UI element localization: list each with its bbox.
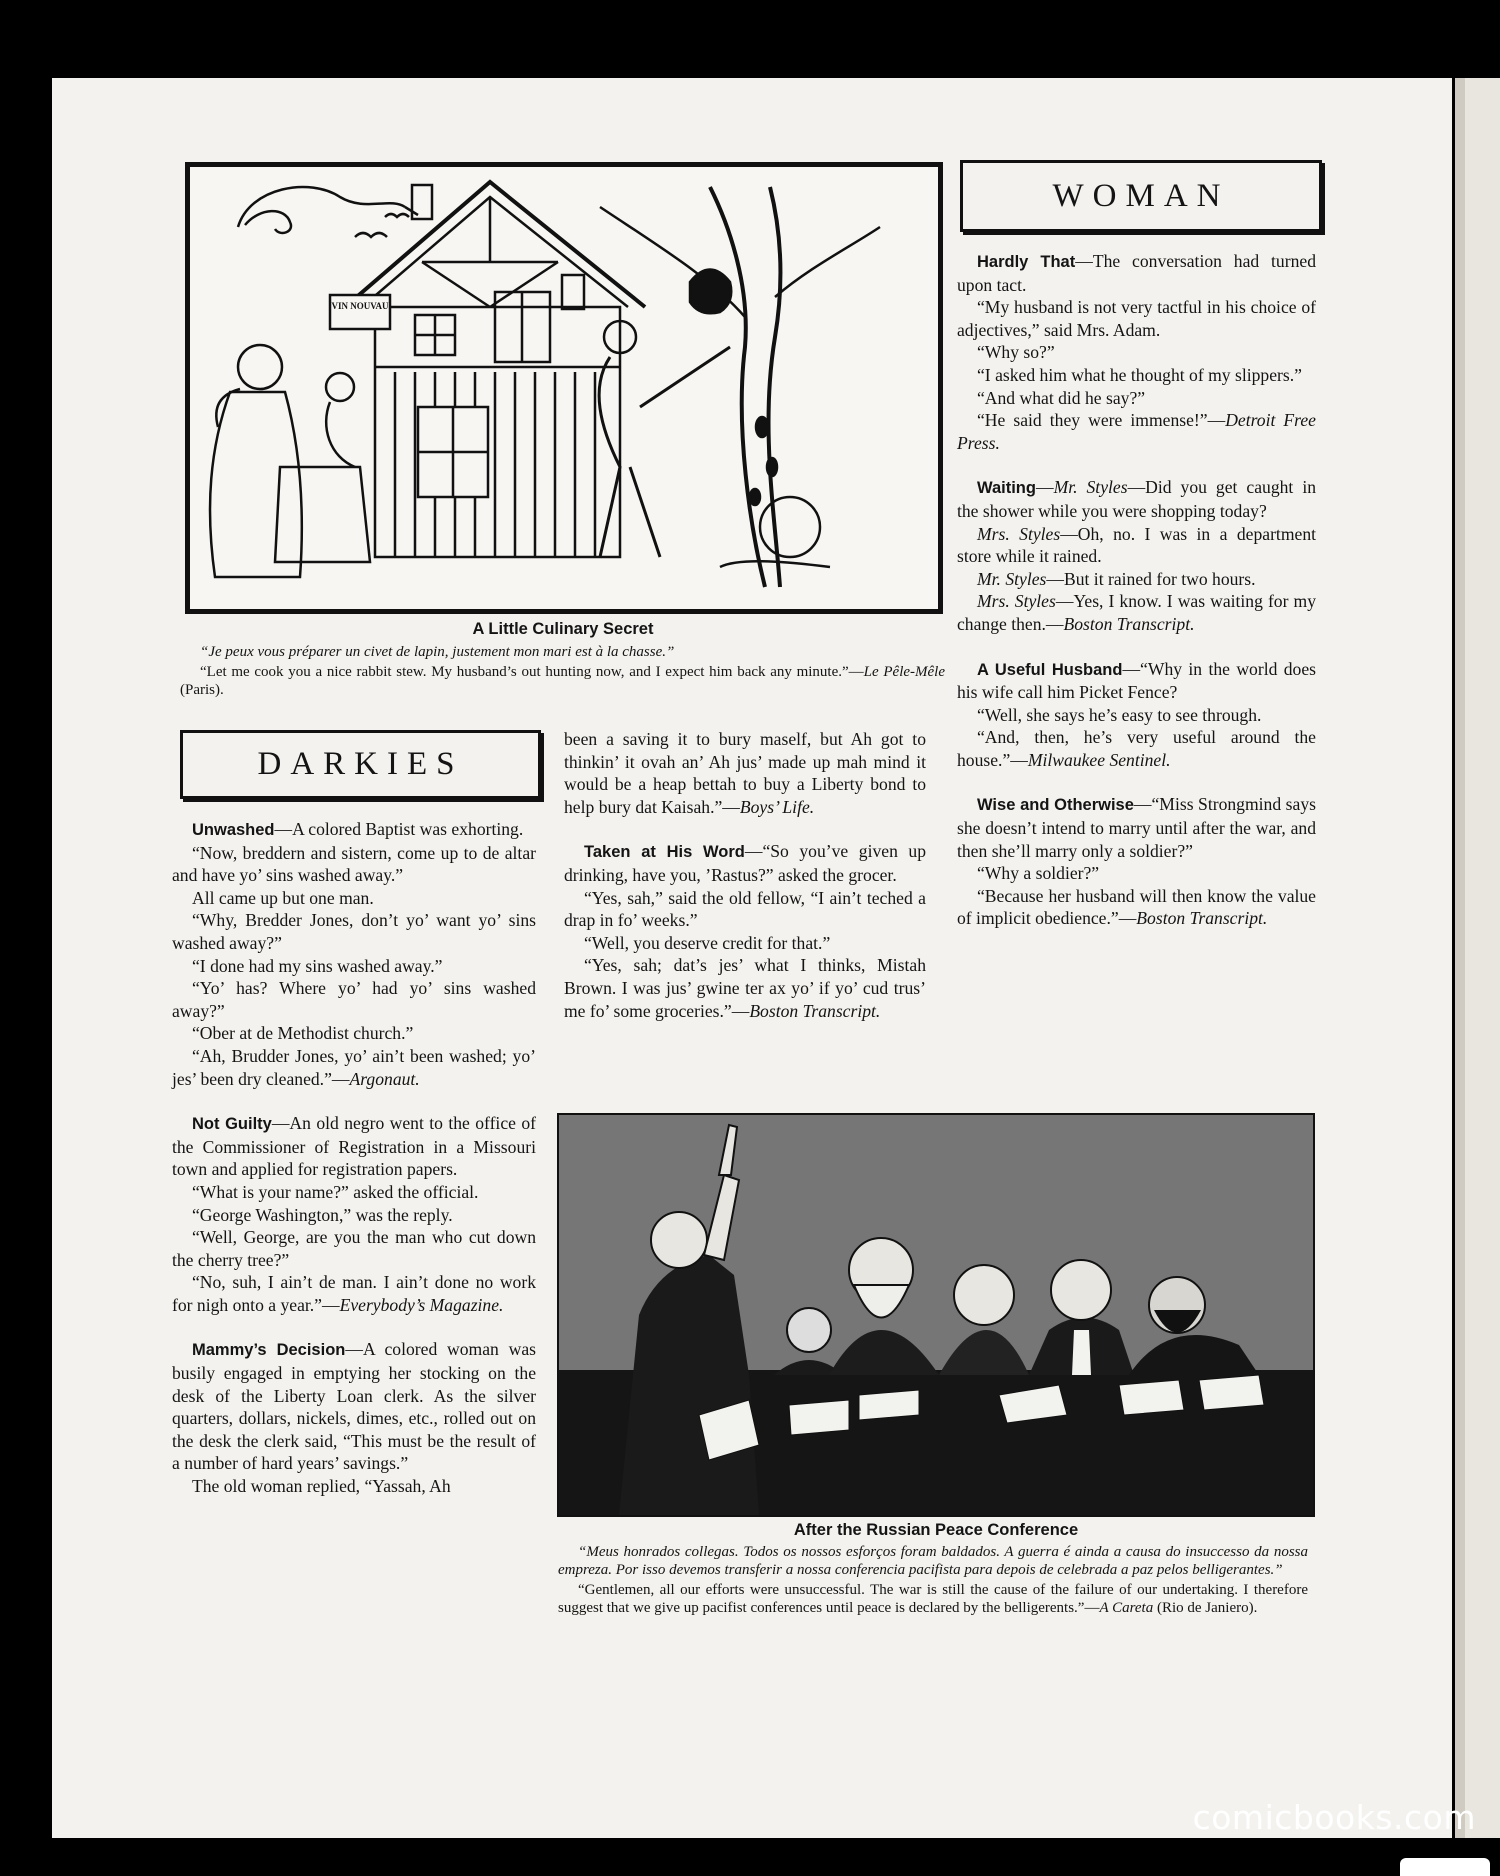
culinary-english-line: “Let me cook you a nice rabbit stew. My husband’s out hunting now, and I expect him back any minute.”— <box>200 664 864 680</box>
mammy-head: Mammy’s Decision <box>192 1341 346 1360</box>
culinary-cartoon-drawing <box>190 167 938 609</box>
taken-l3: “Well, you deserve credit for that.” <box>584 932 831 953</box>
not-guilty-l3: “George Washington,” was the reply. <box>192 1204 453 1225</box>
waiting-speaker-2: Mrs. Styles <box>977 523 1061 544</box>
taken-l2: “Yes, sah,” said the old fellow, “I ain’t teched a drap in fo’ weeks.” <box>564 887 926 931</box>
wise-head: Wise and Otherwise <box>977 796 1134 815</box>
useful-head: A Useful Husband <box>977 660 1123 679</box>
culinary-source-place: (Paris). <box>180 682 224 698</box>
unwashed-l6: “Yo’ has? Where yo’ had yo’ sins washed away?” <box>172 978 536 1021</box>
culinary-cartoon-caption <box>180 643 945 699</box>
hardly-that-head: Hardly That <box>977 253 1076 271</box>
peace-conference-cartoon <box>557 1113 1315 1517</box>
peace-english-line: “Gentlemen, all our efforts were unsuccessful. The war is still the cause of the failure of our undertaking. I therefore suggest that we give up pacifist conferences until peace is declared by the belligerents.”— <box>558 1582 1308 1616</box>
waiting-t4: —Yes, I know. I was waiting for my change then.— <box>957 591 1316 634</box>
not-guilty-head: Not Guilty <box>192 1115 272 1134</box>
taken-at-word-joke <box>564 840 926 886</box>
peace-source: A Careta <box>1099 1600 1154 1616</box>
mammys-decision-joke <box>172 1338 536 1475</box>
wise-otherwise-joke <box>957 793 1316 862</box>
not-guilty-source: Everybody’s Magazine. <box>339 1294 504 1315</box>
site-watermark: comicbooks.com <box>1192 1798 1476 1837</box>
useful-source: Milwaukee Sentinel. <box>1027 749 1171 770</box>
culinary-cartoon <box>185 162 943 614</box>
hardly-source: Detroit Free Press. <box>957 410 1316 453</box>
useful-husband-joke <box>957 658 1316 704</box>
next-page-edge <box>1465 78 1500 1838</box>
unwashed-l4: “Why, Bredder Jones, don’t yo’ want yo’ sins washed away?” <box>172 910 536 953</box>
not-guilty-l1: —An old negro went to the office of the Commissioner of Registration in a Missouri town and applied for registration papers. <box>172 1113 536 1180</box>
not-guilty-l5: “No, suh, I ain’t de man. I ain’t done no work for nigh onto a year.”— <box>172 1272 536 1315</box>
taken-l4: “Yes, sah; dat’s jes’ what I thinks, Mistah Brown. I was jus’ gwine ter ax yo’ if yo’ cud trus’ me fo’ some groceries.”— <box>564 955 926 1021</box>
page-tab <box>1400 1858 1490 1876</box>
waiting-head: Waiting <box>977 479 1036 498</box>
waiting-joke: Waiting—Mr. Styles—Did you get caught in the shower while you were shopping today? <box>957 477 1317 521</box>
darkies-section-title: DARKIES <box>180 730 541 799</box>
wise-l3: “Because her husband will then know the value of implicit obedience.”— <box>957 885 1316 929</box>
wise-l2: “Why a soldier?” <box>977 863 1100 884</box>
waiting-t1: —Did you get caught in the shower while you were shopping today? <box>957 477 1317 521</box>
peace-source-place: (Rio de Janiero). <box>1156 1600 1258 1616</box>
hardly-that-joke <box>957 250 1316 296</box>
useful-l1: —“Why in the world does his wife call him Picket Fence? <box>957 658 1317 703</box>
woman-column <box>957 250 1316 930</box>
waiting-speaker-4: Mrs. Styles <box>977 591 1056 612</box>
peace-conference-title: After the Russian Peace Conference <box>793 1521 1079 1539</box>
darkies-column <box>172 818 536 1498</box>
peace-conference-drawing <box>559 1115 1313 1515</box>
peace-portuguese-line: “Meus honrados collegas. Todos os nossos esforços foram baldados. A guerra é ainda a causa do insuccesso da nossa empreza. Por isso devemos transferir a nossa conferencia pacifista para depois de celebrada a paz pelos belligerantes.” <box>558 1544 1308 1578</box>
hardly-l3: “Why so?” <box>977 342 1055 363</box>
useful-l2: “Well, she says he’s easy to see through. <box>977 704 1262 725</box>
mammy-continuation: been a saving it to bury maself, but Ah got to thinkin’ it ovah an’ Ah jus’ made up mah mind it would be a heap bettah to buy a Liberty bond to help bury dat Kaisah.”— <box>564 729 926 817</box>
wise-source: Boston Transcript. <box>1136 908 1268 929</box>
mammy-l1: —A colored woman was busily engaged in emptying her stocking on the desk of the Liberty Loan clerk. As the silver quarters, dollars, nickels, dimes, etc., rolled out on the desk the clerk said, “This must be the result of a number of hard years’ savings.” <box>172 1339 537 1474</box>
waiting-speaker-3: Mr. Styles <box>977 568 1047 589</box>
page-spine <box>1455 78 1465 1838</box>
hardly-l2: “My husband is not very tactful in his choice of adjectives,” said Mrs. Adam. <box>957 297 1316 340</box>
taken-l1: —“So you’ve given up drinking, have you, ’Rastus?” asked the grocer. <box>564 841 927 885</box>
unwashed-source: Argonaut. <box>349 1068 420 1089</box>
mammy-l2: The old woman replied, “Yassah, Ah <box>192 1476 451 1497</box>
hardly-l5: “And what did he say?” <box>977 387 1146 408</box>
taken-head: Taken at His Word <box>584 843 745 862</box>
not-guilty-l4: “Well, George, are you the man who cut down the cherry tree?” <box>172 1227 536 1270</box>
hardly-l1: —The conversation had turned upon tact. <box>957 251 1316 295</box>
not-guilty-joke <box>172 1112 536 1181</box>
hardly-l6: “He said they were immense!”— <box>977 410 1226 431</box>
waiting-t2: —Oh, no. I was in a department store while it rained. <box>957 523 1316 567</box>
not-guilty-l2: “What is your name?” asked the official. <box>192 1181 479 1202</box>
wise-l1: —“Miss Strongmind says she doesn’t intend to marry until after the war, and then she’ll marry only a soldier?” <box>957 794 1316 861</box>
culinary-source: Le Pêle-Mêle <box>863 664 945 680</box>
culinary-cartoon-title: A Little Culinary Secret <box>472 620 654 638</box>
unwashed-l3: All came up but one man. <box>192 887 374 908</box>
waiting-source: Boston Transcript. <box>1063 613 1195 634</box>
taken-source: Boston Transcript. <box>749 1000 881 1021</box>
waiting-speaker-1: Mr. Styles <box>1053 477 1128 498</box>
unwashed-l5: “I done had my sins washed away.” <box>192 955 443 976</box>
mammy-source: Boys’ Life. <box>739 796 815 817</box>
unwashed-l1: —A colored Baptist was exhorting. <box>274 819 524 839</box>
woman-section-title: WOMAN <box>960 160 1322 232</box>
unwashed-l8: “Ah, Brudder Jones, yo’ ain’t been washed; yo’ jes’ been dry cleaned.”— <box>172 1045 536 1089</box>
unwashed-l7: “Ober at de Methodist church.” <box>192 1023 414 1044</box>
unwashed-l2: “Now, breddern and sistern, come up to de altar and have yo’ sins washed away.” <box>172 842 536 886</box>
hardly-l4: “I asked him what he thought of my slippers.” <box>977 364 1302 385</box>
waiting-t3: —But it rained for two hours. <box>1046 568 1256 589</box>
culinary-french-line: “Je peux vous préparer un civet de lapin, justement mon mari est à la chasse.” <box>200 644 675 660</box>
vin-sign-label: VIN NOUVAU <box>331 301 389 311</box>
useful-l3: “And, then, he’s very useful around the house.”— <box>957 727 1316 770</box>
peace-conference-caption <box>558 1543 1308 1617</box>
unwashed-head: Unwashed <box>192 821 275 839</box>
middle-column <box>564 728 926 1022</box>
unwashed-joke <box>172 818 536 842</box>
